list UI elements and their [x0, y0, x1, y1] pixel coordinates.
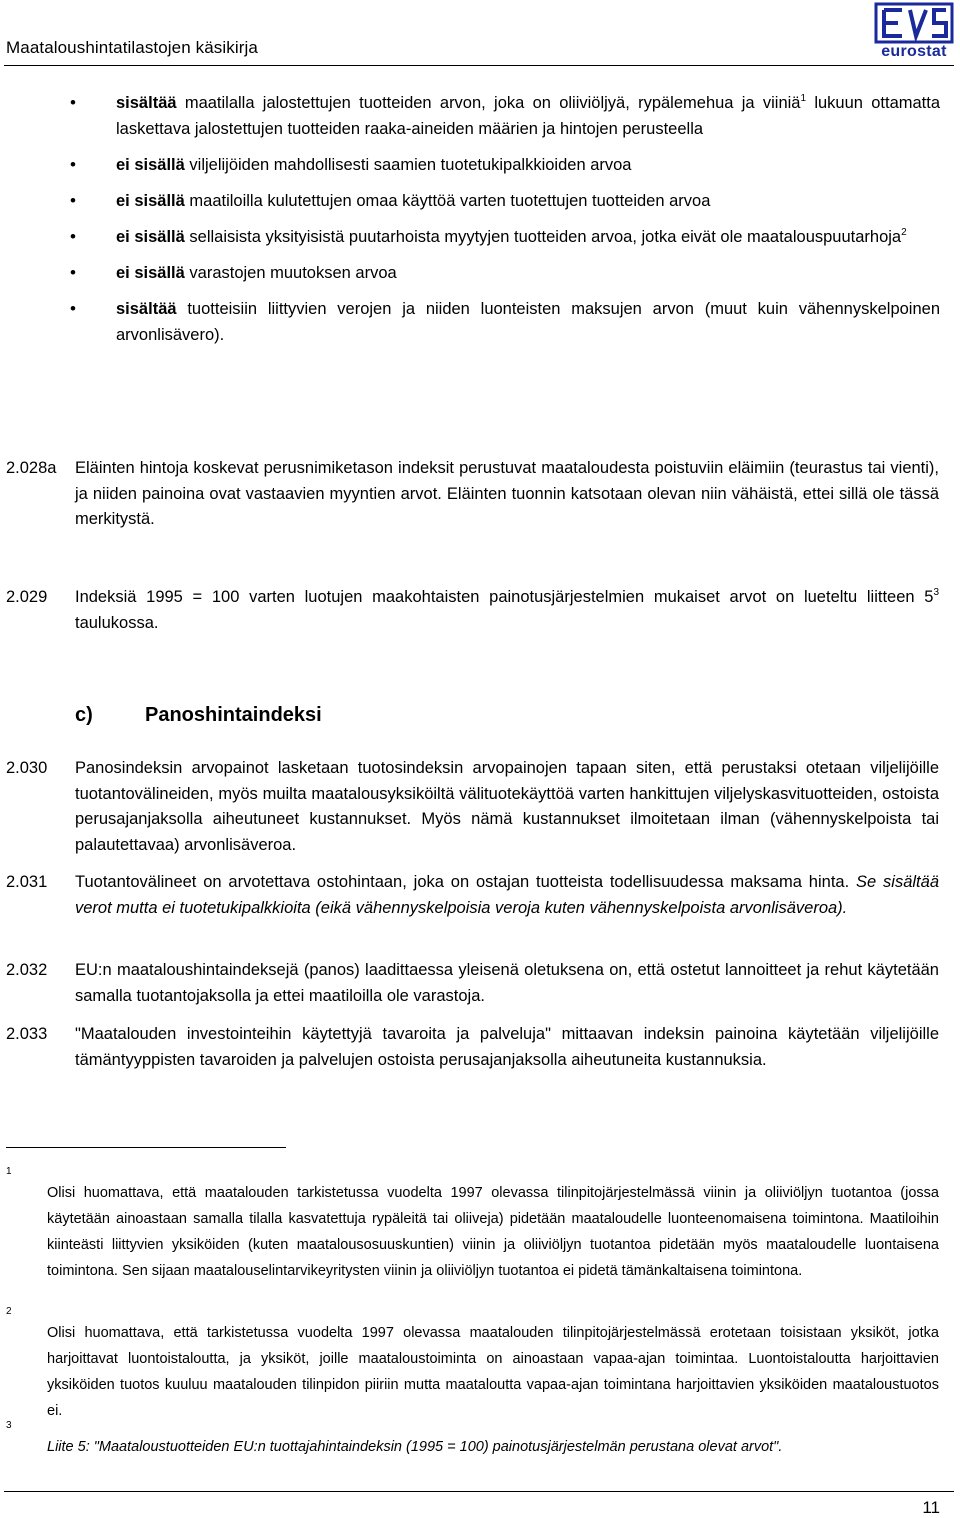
page-header-title: Maataloushintatilastojen käsikirja	[6, 38, 258, 57]
footnote-ref: 2	[901, 227, 907, 238]
header-rule	[4, 65, 954, 66]
section-letter: c)	[75, 704, 93, 726]
section-heading	[75, 704, 322, 727]
paragraph-number: 2.030	[6, 759, 48, 777]
bullet-item	[70, 296, 940, 348]
eurostat-logo-mark	[874, 2, 954, 44]
bullet-item	[70, 90, 940, 142]
paragraph-number: 2.031	[6, 873, 48, 891]
footnote-mark: 3	[6, 1420, 12, 1431]
paragraph-number: 2.032	[6, 961, 48, 979]
paragraph-text: EU:n maataloushintaindeksejä (panos) laadittaessa yleisenä oletuksena on, että ostetut lannoitteet ja rehut käytetään samalla tuotantojaksolla ja ettei maatiloilla ole varastoja.	[75, 961, 939, 1005]
footer-rule	[4, 1491, 954, 1492]
footnote-text: Olisi huomattava, että maatalouden tarkistetussa vuodelta 1997 olevassa tilinpitojärjestelmässä viinin ja oliiviöljyn tuotantoa (jossa käytetään ainoastaan samalla tilalla kasvatettuja rypäleitä tai oliiveja) pidetään maataloudelle luonteenomaisena toimintona. Maatiloihin kiinteästi liittyvien yksiköiden (kuten maatalousosuuskuntien) viinin ja oliiviöljyn tuotantoa pidetään myös maataloudelle luontaisena toimintona. Sen sijaan maatalouselintarvikeyritysten viinin ja oliiviöljyn tuotantoa ei pidetä tämänkaltaisena toimintona.	[47, 1185, 939, 1279]
footnote-mark: 2	[6, 1306, 12, 1317]
footnote-ref: 1	[800, 93, 807, 104]
footnote-1	[6, 1166, 939, 1284]
footnote-ref: 3	[933, 587, 939, 598]
eurostat-logo	[874, 2, 954, 62]
logo-wordmark: eurostat	[881, 43, 947, 60]
bullet-list	[70, 90, 940, 358]
bullet-text: maatilalla jalostettujen tuotteiden arvon, joka on oliiviöljyä, rypälemehua ja viiniä	[176, 94, 801, 112]
bullet-text: sellaisista yksityisistä puutarhoista myytyjen tuotteiden arvoa, jotka eivät ole maatalouspuutarhoja	[184, 228, 902, 246]
bullet-text: viljelijöiden mahdollisesti saamien tuotetukipalkkioiden arvoa	[184, 156, 632, 174]
footnote-mark: 1	[6, 1166, 12, 1177]
bullet-lead: ei sisällä	[116, 192, 185, 210]
paragraph-italic-text: Se sisältää verot mutta ei tuotetukipalkkioita (eikä vähennyskelpoisia veroja kuten vähennyskelpoista arvonlisäveroa).	[75, 873, 939, 917]
footnote-separator	[6, 1147, 286, 1148]
paragraph-number: 2.029	[6, 588, 48, 606]
bullet-item	[70, 152, 940, 178]
bullet-text: varastojen muutoksen arvoa	[184, 264, 397, 282]
bullet-item	[70, 224, 940, 250]
bullet-lead: sisältää	[116, 94, 177, 112]
paragraph-2032	[6, 958, 939, 1009]
paragraph-2030	[6, 756, 939, 858]
paragraph-text: Panosindeksin arvopainot lasketaan tuotosindeksin arvopainojen tapaan siten, että perustaksi otetaan viljelijöille tuotantovälineiden, myös muilta maatalousyksiköiltä välituotekäyttöä varten hankittujen viljelyskasvituotteiden, ostoista perusajanjaksolla aiheutuneet kustannukset. Myös nämä kustannukset ilmoitetaan ilman (vähennyskelpoista tai palautettavaa) arvonlisäveroa.	[75, 759, 939, 854]
paragraph-text: Eläinten hintoja koskevat perusnimiketason indeksit perustuvat maataloudesta poistuviin eläimiin (teurastus tai vienti), ja niiden painoina ovat vastaavien myyntien arvot. Eläinten tuonnin katsotaan olevan niin vähäistä, ettei sillä ole tässä merkitystä.	[75, 459, 939, 528]
bullet-item	[70, 188, 940, 214]
footnote-3	[6, 1420, 939, 1460]
page-number: 11	[922, 1498, 940, 1517]
bullet-lead: sisältää	[116, 300, 177, 318]
paragraph-2031	[6, 870, 939, 921]
bullet-text: tuotteisiin liittyvien verojen ja niiden luonteisten maksujen arvon (muut kuin vähennyskelpoinen arvonlisävero).	[116, 300, 940, 344]
paragraph-text: Indeksiä 1995 = 100 varten luotujen maakohtaisten painotusjärjestelmien mukaiset arvot on lueteltu liitteen 5	[75, 588, 934, 606]
bullet-lead: ei sisällä	[116, 264, 185, 282]
paragraph-number: 2.028a	[6, 459, 57, 477]
paragraph-text: "Maatalouden investointeihin käytettyjä tavaroita ja palveluja" mittaavan indeksin painoina käytetään viljelijöille tämäntyyppisten tavaroiden ja palvelujen ostoista perusajanjaksolla aiheutuneita kustannuksia.	[75, 1025, 939, 1069]
section-title: Panoshintaindeksi	[145, 704, 322, 726]
footnote-2	[6, 1306, 939, 1424]
paragraph-text-cont: taulukossa.	[75, 613, 159, 632]
paragraph-2028a	[6, 456, 939, 533]
bullet-lead: ei sisällä	[116, 156, 185, 174]
footnote-text: Olisi huomattava, että tarkistetussa vuodelta 1997 olevassa maatalouden tilinpitojärjestelmässä erotetaan toisistaan yksiköt, jotka harjoittavat luontoistaloutta, ja yksiköt, joille maataloustoiminta on ainoastaan vapaa-ajan toimintaa. Luontoistaloutta harjoittavien yksiköiden tuotos kuuluu maatalouden tilinpidon piiriin mutta maataloutta vapaa-ajan toimintana harjoittavien yksiköiden maataloustuotos ei.	[47, 1325, 939, 1419]
paragraph-text: Tuotantovälineet on arvotettava ostohintaan, joka on ostajan tuotteista todellisuudessa maksama hinta.	[75, 873, 857, 891]
footnote-text: Liite 5: "Maataloustuotteiden EU:n tuottajahintaindeksin (1995 = 100) painotusjärjestelmän perustana olevat arvot".	[47, 1439, 783, 1455]
paragraph-2033	[6, 1022, 939, 1073]
paragraph-2029	[6, 585, 939, 636]
paragraph-number: 2.033	[6, 1025, 48, 1043]
bullet-text: maatiloilla kulutettujen omaa käyttöä varten tuotettujen tuotteiden arvoa	[184, 192, 711, 210]
bullet-lead: ei sisällä	[116, 228, 185, 246]
bullet-text-cont: lukuun ottamatta laskettava jalostettujen tuotteiden raaka-aineiden määrien ja hintojen perusteella	[116, 94, 941, 138]
bullet-item	[70, 260, 940, 286]
